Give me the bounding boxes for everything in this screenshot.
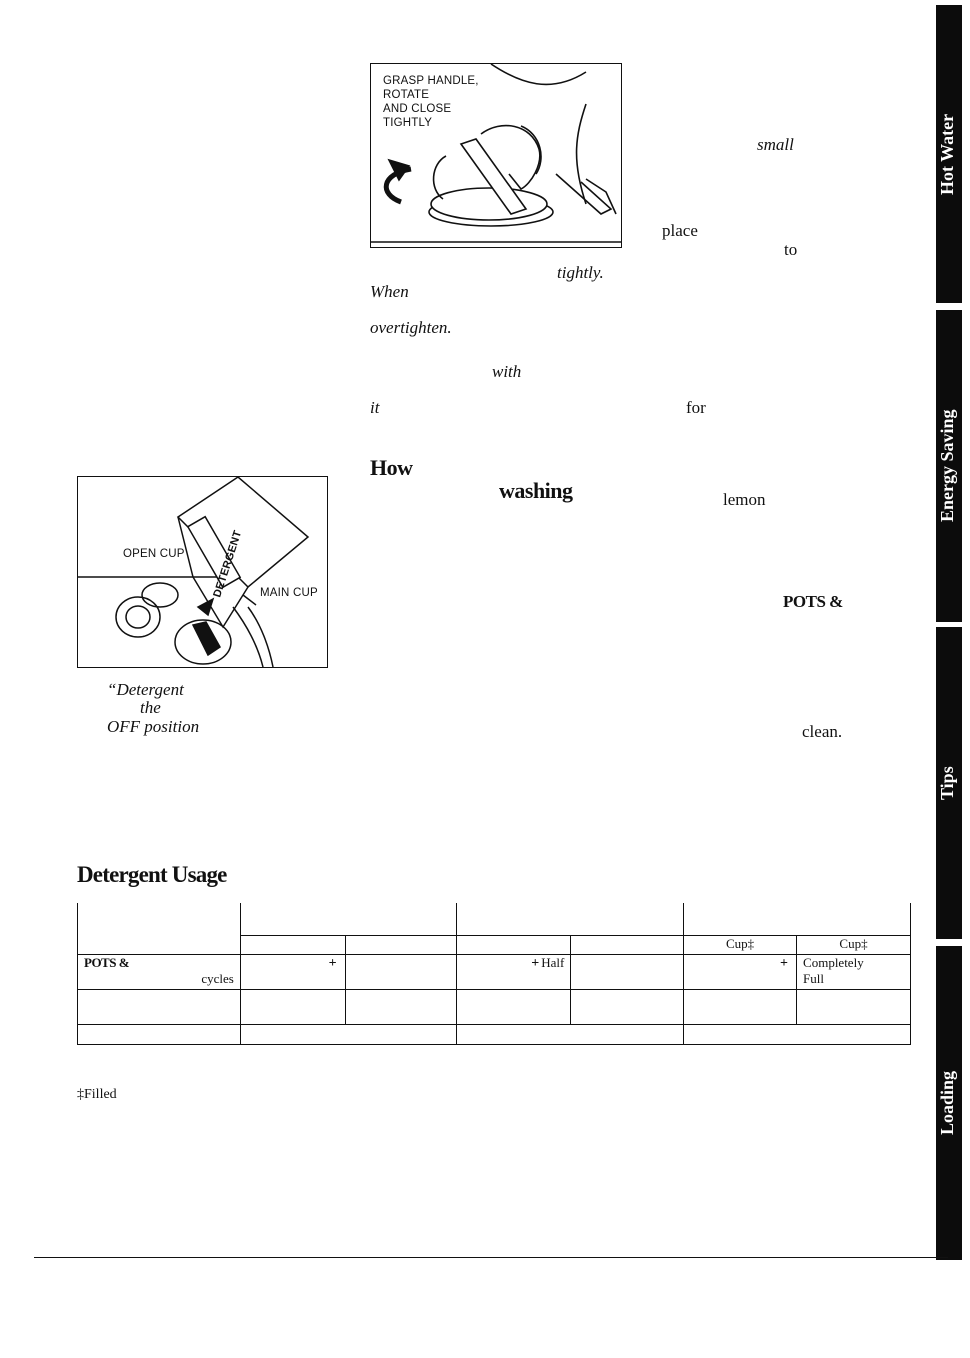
cell-full: Full bbox=[803, 971, 824, 986]
table-row bbox=[78, 903, 911, 936]
table-row bbox=[78, 936, 911, 955]
cup-subheader-left: Cup‡ bbox=[726, 936, 755, 951]
text-place: place bbox=[662, 221, 698, 240]
section-title: Detergent Usage bbox=[77, 862, 227, 887]
cell-half: Half bbox=[541, 955, 565, 970]
pouring-detergent-drawing bbox=[78, 477, 327, 667]
text-clean: clean. bbox=[802, 722, 843, 741]
detergent-usage-table bbox=[77, 903, 911, 1045]
text-detergent-quote: “Detergent bbox=[107, 680, 184, 699]
heading-washing: washing bbox=[499, 478, 573, 503]
illustration-callout: GRASP HANDLE, ROTATE AND CLOSE TIGHTLY bbox=[383, 75, 479, 129]
row-label-pots: POTS & bbox=[84, 955, 130, 970]
cup-subheader-right: Cup‡ bbox=[839, 936, 868, 951]
main-cup-label: MAIN CUP bbox=[260, 587, 318, 599]
side-tab-energy-saving: Energy Saving bbox=[936, 310, 962, 622]
text-the: the bbox=[140, 698, 161, 717]
text-lemon: lemon bbox=[723, 490, 766, 509]
hand-rotating-cover-drawing bbox=[371, 64, 621, 247]
text-to: to bbox=[784, 240, 798, 259]
table-row bbox=[78, 1025, 911, 1045]
row-label-cycles: cycles bbox=[201, 971, 234, 986]
text-with: with bbox=[492, 362, 522, 381]
cell-completely: Completely bbox=[803, 955, 864, 970]
text-for: for bbox=[686, 398, 706, 417]
fill-cup-illustration bbox=[370, 63, 622, 248]
bottom-rule bbox=[34, 1257, 948, 1258]
footnote: ‡Filled bbox=[77, 1087, 117, 1102]
table-row: POTS & cycles + + Half + Completely Full bbox=[78, 955, 911, 990]
text-pots: POTS & bbox=[783, 592, 843, 611]
side-tab-loading: Loading bbox=[936, 946, 962, 1260]
text-overtighten: overtighten. bbox=[370, 318, 452, 337]
text-off-position: OFF position bbox=[107, 717, 200, 736]
add-detergent-illustration bbox=[77, 476, 328, 668]
heading-how: How bbox=[370, 455, 413, 480]
side-tab-hot-water: Hot Water bbox=[936, 5, 962, 303]
open-cup-label: OPEN CUP bbox=[123, 548, 185, 560]
detergent-box-label: DETERGENT bbox=[211, 529, 245, 599]
table-row bbox=[78, 990, 911, 1025]
text-when: When bbox=[370, 282, 409, 301]
text-it: it bbox=[370, 398, 380, 417]
side-tab-tips: Tips bbox=[936, 627, 962, 939]
text-tightly: tightly. bbox=[557, 263, 604, 282]
text-small: small bbox=[757, 135, 794, 154]
